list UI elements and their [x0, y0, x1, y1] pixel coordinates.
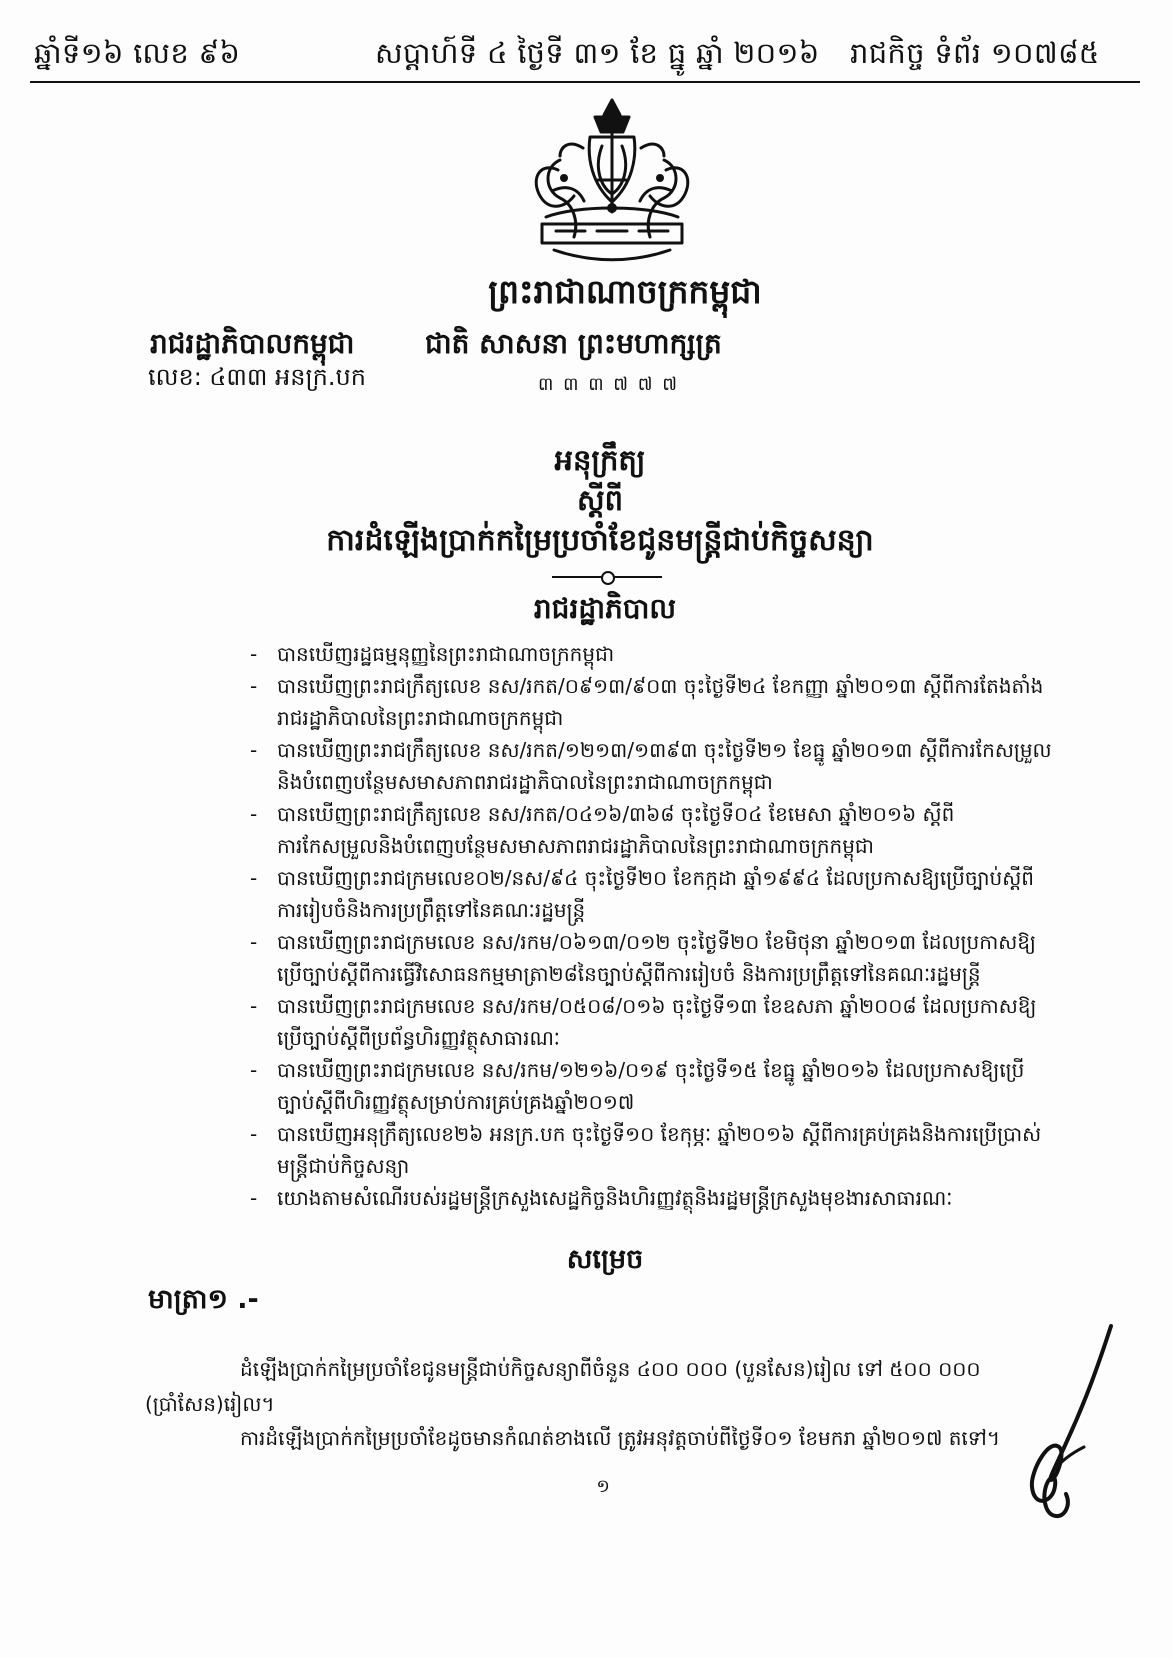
gazette-header [30, 18, 1140, 76]
recital-item: - បានឃើញរដ្ឋធម្មនុញ្ញនៃព្រះរាជាណាចក្រកម្ពុជា [250, 638, 1055, 670]
page-number: ១ [596, 1476, 610, 1497]
subject-label: ស្តីពី [576, 483, 624, 517]
article-1-heading: មាត្រា១ .- [148, 1284, 259, 1315]
decision-heading: សម្រេច [566, 1244, 644, 1275]
royal-coat-of-arms-icon [522, 92, 702, 267]
recital-item: - បានឃើញព្រះរាជក្រមលេខ នស/រកម/០៦១៣/០១២ ចុះថ្ងៃទី២០ ខែមិថុនា ឆ្នាំ២០១៣ ដែលប្រកាសឱ្យប្រើច្បាប់ស្តីពីការធ្វើវិសោធនកម្មមាត្រា២៨នៃច្បាប់ស្តីពីការរៀបចំ និងការប្រព្រឹត្តទៅនៃគណៈរដ្ឋមន្ត្រី [250, 926, 1055, 990]
recital-item: - បានឃើញព្រះរាជក្រមលេខ០២/នស/៩៤ ចុះថ្ងៃទី២០ ខែកក្កដា ឆ្នាំ១៩៩៤ ដែលប្រកាសឱ្យប្រើច្បាប់ស្តីពីការរៀបចំនិងការប្រព្រឹត្តទៅនៃគណៈរដ្ឋមន្ត្រី [250, 862, 1055, 926]
title-divider-ornament [552, 576, 662, 578]
legal-recitals-list [250, 638, 1055, 1214]
national-motto: ជាតិ សាសនា ព្រះមហាក្សត្រ [425, 327, 722, 360]
gazette-page-label: រាជកិច្ច ទំព័រ ១០៧៨៥ [850, 36, 1100, 70]
recital-item: - បានឃើញព្រះរាជក្រឹត្យលេខ នស/រកត/០៤១៦/៣៦៨ ចុះថ្ងៃទី០៤ ខែមេសា ឆ្នាំ២០១៦ ស្តីពីការកែសម្រួលនិងបំពេញបន្ថែមសមាសភាពរាជរដ្ឋាភិបាលនៃព្រះរាជាណាចក្រកម្ពុជា [250, 798, 1055, 862]
article-1-paragraph-1: ដំឡើងប្រាក់កម្រៃប្រចាំខែជូនមន្ត្រីជាប់កិច្ចសន្យាពីចំនួន ៤០០ ០០០ (បួនសែន)រៀល ទៅ ៥០០ ០០០ (ប្រាំសែន)រៀល។ [145, 1357, 981, 1416]
article-1-paragraph-2: ការដំឡើងប្រាក់កម្រៃប្រចាំខែដូចមានកំណត់ខាងលើ ត្រូវអនុវត្តចាប់ពីថ្ងៃទី០១ ខែមករា ឆ្នាំ២០១៧ តទៅ។ [240, 1426, 1000, 1450]
document-type: អនុក្រឹត្យ [554, 443, 646, 477]
decree-title: ការដំឡើងប្រាក់កម្រៃប្រចាំខែជូនមន្ត្រីជាប់កិច្ចសន្យា [326, 523, 874, 558]
decree-title-block [250, 440, 950, 562]
recital-item: - យោងតាមសំណើរបស់រដ្ឋមន្ត្រីក្រសួងសេដ្ឋកិច្ចនិងហិរញ្ញវត្ថុនិងរដ្ឋមន្ត្រីក្រសួងមុខងារសាធារណៈ [250, 1182, 1055, 1214]
issuing-authority: រាជរដ្ឋាភិបាល [533, 592, 677, 625]
kingdom-title: ព្រះរាជាណាចក្រកម្ពុជា [488, 272, 762, 311]
gazette-week-date: សប្តាហ៍ទី ៤ ថ្ងៃទី ៣១ ខែ ធ្នូ ឆ្នាំ ២០១៦ [375, 36, 820, 70]
gazette-year-issue: ឆ្នាំទី១៦ លេខ ៩៦ [34, 36, 241, 70]
header-divider [30, 81, 1140, 83]
recital-item: - បានឃើញព្រះរាជក្រឹត្យលេខ នស/រកត/០៩១៣/៩០៣ ចុះថ្ងៃទី២៤ ខែកញ្ញា ឆ្នាំ២០១៣ ស្តីពីការតែងតាំងរាជរដ្ឋាភិបាលនៃព្រះរាជាណាចក្រកម្ពុជា [250, 670, 1055, 734]
recital-item: - បានឃើញអនុក្រឹត្យលេខ២៦ អនក្រ.បក ចុះថ្ងៃទី១០ ខែកុម្ភៈ ឆ្នាំ២០១៦ ស្តីពីការគ្រប់គ្រងនិងការប្រើប្រាស់មន្ត្រីជាប់កិច្ចសន្យា [250, 1118, 1055, 1182]
handwritten-signature-icon [1008, 1320, 1128, 1530]
recital-item: - បានឃើញព្រះរាជក្រឹត្យលេខ នស/រកត/១២១៣/១៣៩៣ ចុះថ្ងៃទី២១ ខែធ្នូ ឆ្នាំ២០១៣ ស្តីពីការកែសម្រួលនិងបំពេញបន្ថែមសមាសភាពរាជរដ្ឋាភិបាលនៃព្រះរាជាណាចក្រកម្ពុជា [250, 734, 1055, 798]
government-name: រាជរដ្ឋាភិបាលកម្ពុជា [150, 327, 355, 360]
recital-item: - បានឃើញព្រះរាជក្រមលេខ នស/រកម/០៥០៨/០១៦ ចុះថ្ងៃទី១៣ ខែឧសភា ឆ្នាំ២០០៨ ដែលប្រកាសឱ្យប្រើច្បាប់ស្តីពីប្រព័ន្ធហិរញ្ញវត្ថុសាធារណៈ [250, 990, 1055, 1054]
recital-item: - បានឃើញព្រះរាជក្រមលេខ នស/រកម/១២១៦/០១៩ ចុះថ្ងៃទី១៥ ខែធ្នូ ឆ្នាំ២០១៦ ដែលប្រកាសឱ្យប្រើច្បាប់ស្តីពីហិរញ្ញវត្ថុសម្រាប់ការគ្រប់គ្រងឆ្នាំ២០១៧ [250, 1054, 1055, 1118]
ornamental-flourish: ៣ ៣ ៣ ៧ ៧ ៧ [538, 374, 680, 395]
reference-number: លេខ: ៤៣៣ អនក្រ.បក [148, 363, 367, 391]
